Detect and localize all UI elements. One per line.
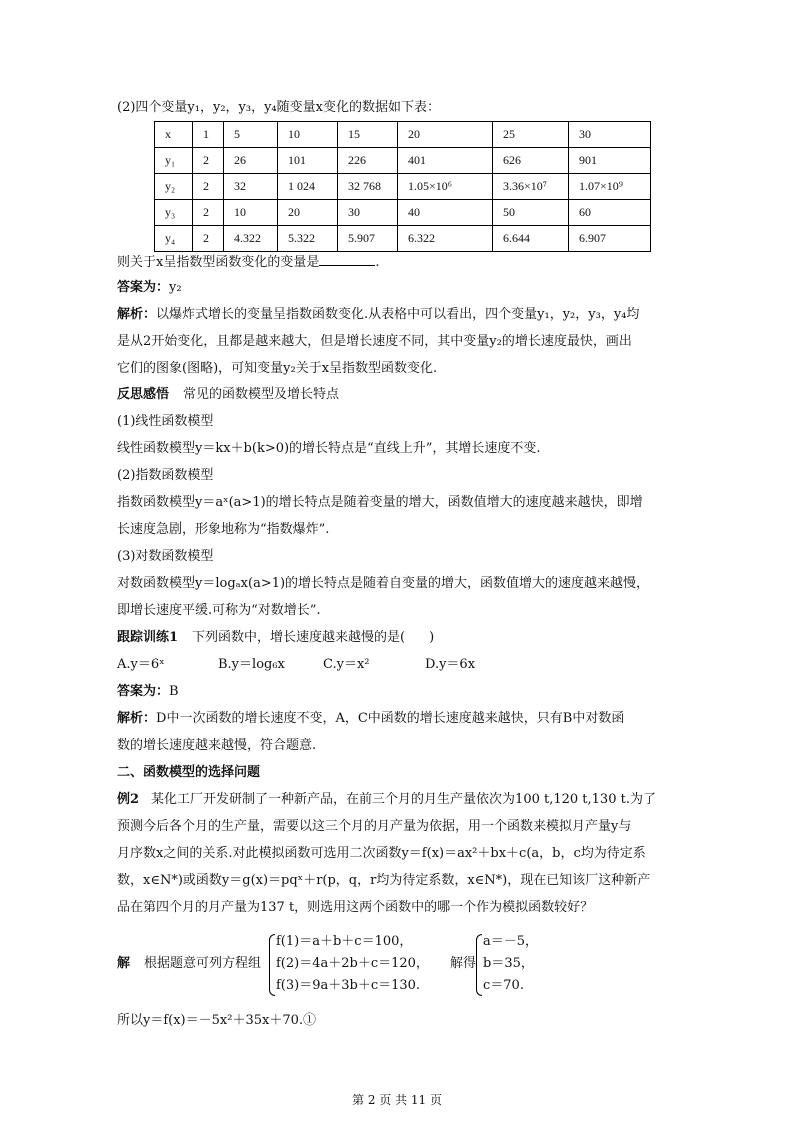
table-cell: 10 (224, 200, 278, 226)
model-2-text-2: 长速度急剧，形象地称为“指数爆炸”. (117, 522, 330, 537)
table-row (155, 200, 651, 226)
tracking-title: 跟踪训练1 (117, 630, 179, 645)
table-cell: 4.322 (224, 226, 278, 252)
option-b: B.y＝log₆x (218, 657, 285, 672)
example-2-line-3: 月序数x之间的关系.对此模拟函数可选用二次函数y＝f(x)＝ax²＋bx＋c(a，b，c均为待定系 (117, 846, 646, 861)
solution-c: c＝70. (483, 978, 524, 993)
model-3-text-2: 即增长速度平缓.可称为“对数增长”. (117, 603, 321, 618)
reflection-title: 反思感悟 (117, 387, 170, 402)
example-2-line-5: 品在第四个月的月产量为137 t，则选用这两个函数中的哪一个作为模拟函数较好？ (117, 900, 594, 915)
table-cell: 3.36×10⁷ (493, 174, 569, 200)
question-period: . (375, 255, 380, 270)
table-cell: y₄ (155, 226, 193, 252)
table-cell: y₂ (155, 174, 193, 200)
table-cell: y₃ (155, 200, 193, 226)
analysis-label: 解析： (117, 711, 157, 726)
question-text: 则关于x呈指数型函数变化的变量是 (117, 255, 320, 270)
equation-2: f(2)＝4a＋2b＋c＝120， (276, 956, 429, 971)
table-cell: 50 (493, 200, 569, 226)
table-cell: 60 (569, 200, 651, 226)
example-text: 某化工厂开发研制了一种新产品，在前三个月的月生产量依次为100 t,120 t,130 t.为了 (151, 792, 656, 807)
table-row (155, 174, 651, 200)
solution-label: 解 (117, 956, 131, 971)
table-cell: 25 (493, 122, 569, 148)
answer-label: 答案为： (117, 280, 170, 295)
equation-3: f(3)＝9a＋3b＋c＝130. (276, 978, 421, 993)
table-cell: 5.322 (278, 226, 338, 252)
table-cell: 1 (193, 122, 224, 148)
solve-text: 解得 (450, 956, 477, 971)
model-1-text: 线性函数模型y＝kx＋b(k>0)的增长特点是“直线上升”，其增长速度不变. (117, 441, 541, 456)
section-2-title: 二、函数模型的选择问题 (117, 765, 261, 780)
question-line (117, 252, 379, 272)
answer-blank (319, 252, 375, 266)
answer-1 (117, 279, 182, 297)
table-cell: 226 (338, 148, 398, 174)
table-cell: y₁ (155, 148, 193, 174)
analysis-text: D中一次函数的增长速度不变，A，C中函数的增长速度越来越快，只有B中对数函 (156, 711, 625, 726)
table-cell: 2 (193, 148, 224, 174)
answer-2 (117, 683, 179, 701)
table-cell: 901 (569, 148, 651, 174)
example-2-line-4: 数，x∈N*)或函数y＝g(x)＝pqˣ＋r(p，q，r均为待定系数，x∈N*)，现在已知该厂这种新产 (117, 873, 651, 888)
tracking-close-paren: ) (429, 630, 435, 645)
example-2-line-2: 预测今后各个月的生产量，需要以这三个月的月产量为依据，用一个函数来模拟月产量y与 (117, 819, 632, 834)
analysis-1-line-3: 它们的图象(图略)，可知变量y₂关于x呈指数型函数变化. (117, 361, 438, 376)
table-cell: x (155, 122, 193, 148)
answer-value: y₂ (169, 280, 182, 295)
reflection-heading (117, 386, 339, 404)
table-cell: 626 (493, 148, 569, 174)
reflection-subtitle: 常见的函数模型及增长特点 (183, 387, 340, 402)
table-cell: 401 (398, 148, 493, 174)
result-line: 所以y＝f(x)＝－5x²＋35x＋70.① (117, 1013, 316, 1028)
table-cell: 40 (398, 200, 493, 226)
equation-1: f(1)＝a＋b＋c＝100， (276, 934, 413, 949)
table-cell: 6.644 (493, 226, 569, 252)
table-cell: 15 (338, 122, 398, 148)
table-row (155, 122, 651, 148)
table-cell: 30 (338, 200, 398, 226)
answer-label: 答案为： (117, 684, 170, 699)
table-cell: 1 024 (278, 174, 338, 200)
example-2-line-1 (117, 791, 656, 809)
option-a: A.y＝6ˣ (117, 657, 165, 672)
table-cell: 32 768 (338, 174, 398, 200)
table-cell: 1.05×10⁶ (398, 174, 493, 200)
solution-text: 根据题意可列方程组 (144, 956, 262, 971)
analysis-2-line-2: 数的增长速度越来越慢，符合题意. (117, 738, 317, 753)
table-cell: 101 (278, 148, 338, 174)
table-cell: 1.07×10⁹ (569, 174, 651, 200)
table-cell: 5.907 (338, 226, 398, 252)
example-label: 例2 (117, 792, 140, 807)
answer-value: B (169, 684, 179, 699)
equation-system (276, 931, 429, 997)
analysis-1-line-2: 是从2开始变化，且都是越来越大，但是增长速度不同，其中变量y₂的增长速度最快，画出 (117, 334, 632, 349)
table-cell: 20 (398, 122, 493, 148)
model-3-title: (3)对数函数模型 (117, 549, 214, 564)
page-footer: 第 2 页 共 11 页 (352, 1093, 442, 1107)
table-cell: 30 (569, 122, 651, 148)
model-1-title: (1)线性函数模型 (117, 414, 214, 429)
model-2-text-1: 指数函数模型y＝aˣ(a>1)的增长特点是随着变量的增大，函数值增大的速度越来越快，即增 (117, 495, 643, 510)
table-row (155, 226, 651, 252)
table-cell: 20 (278, 200, 338, 226)
table-cell: 26 (224, 148, 278, 174)
table-cell: 6.322 (398, 226, 493, 252)
option-c: C.y＝x² (323, 657, 370, 672)
model-3-text-1: 对数函数模型y＝logₐx(a>1)的增长特点是随着自变量的增大，函数值增大的速度越来越慢， (117, 576, 650, 591)
solution-b: b＝35， (483, 956, 534, 971)
table-cell: 2 (193, 174, 224, 200)
table-cell: 5 (224, 122, 278, 148)
solution-a: a＝－5， (483, 934, 539, 949)
table-cell: 10 (278, 122, 338, 148)
table-cell: 6.907 (569, 226, 651, 252)
table-intro: (2)四个变量y₁，y₂，y₃，y₄随变量x变化的数据如下表： (117, 100, 440, 115)
model-2-title: (2)指数函数模型 (117, 468, 214, 483)
analysis-2-line-1 (117, 710, 624, 728)
option-d: D.y＝6x (425, 657, 476, 672)
table-row (155, 148, 651, 174)
table-cell: 2 (193, 200, 224, 226)
analysis-1-line-1 (117, 306, 639, 324)
solution-system (483, 931, 538, 997)
table-cell: 32 (224, 174, 278, 200)
tracking-exercise (117, 629, 434, 647)
data-table (154, 121, 651, 252)
analysis-label: 解析： (117, 307, 157, 322)
analysis-text: 以爆炸式增长的变量呈指数函数变化.从表格中可以看出，四个变量y₁，y₂，y₃，y₄均 (156, 307, 640, 322)
tracking-question: 下列函数中，增长速度越来越慢的是( (192, 630, 406, 645)
solution-intro (117, 955, 261, 973)
table-cell: 2 (193, 226, 224, 252)
system-brace (269, 934, 275, 996)
solution-brace (476, 934, 482, 996)
